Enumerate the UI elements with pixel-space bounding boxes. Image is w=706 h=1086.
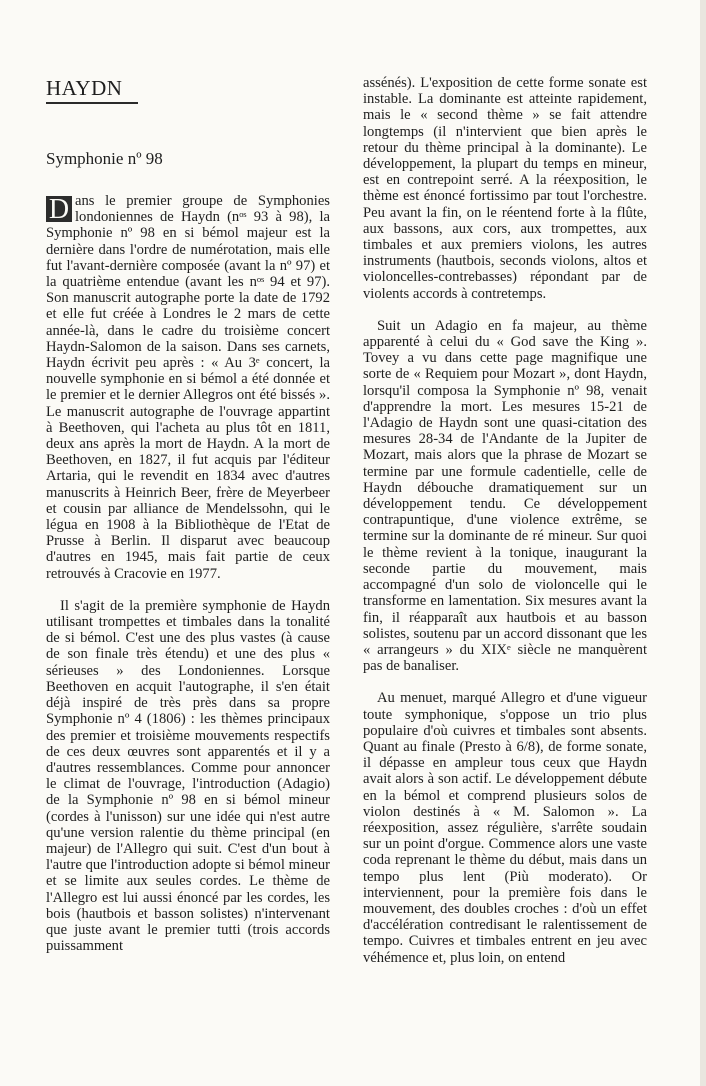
- right-paragraph-2: Suit un Adagio en fa majeur, au thème apparenté à celui du « God save the King ». Tovey a vu dans cette page magnifique une sorte de « Requiem pour Mozart », dont Haydn, lorsqu'il composa la Symphonie nº 98, venait d'apprendre la mort. Les mesures 15-21 de l'Adagio de Haydn sont une quasi-citation des mesures 28-34 de l'Andante de la Jupiter de Mozart, mais alors que la phrase de Mozart se termine par une formule cadentielle, celle de Haydn débouche dramatiquement sur un développement tendu. Ce développement contrapuntique, d'une violence extrême, se termine sur la dominante de ré mineur. Sur quoi le thème revient à la tonique, inaugurant la seconde partie du mouvement, mais accompagné d'un solo de violoncelle qui le transforme en lamentation. Six mesures avant la fin, il réapparaît aux hautbois et au basson solistes, soutenu par un accord dissonant que les « arrangeurs » du XIXᵉ siècle ne manquèrent pas de banaliser.: [363, 317, 647, 675]
- right-paragraph-1: assénés). L'exposition de cette forme sonate est instable. La dominante est atteinte rapidement, mais le « second thème » se fait attendre longtemps (il n'intervient que bien après le retour du thème principal à la dominante). Le développement, la plupart du temps en mineur, est en contrepoint serré. A la réexposition, le thème est énoncé fortissimo par tout l'orchestre. Peu avant la fin, on le réentend forte à la flûte, aux bassons, aux cors, aux trompettes, aux timbales et aux premiers violons, les autres instruments (hautbois, seconds violons, altos et violoncelles-contrebasses) répondant par de violents accords à contretemps.: [363, 75, 647, 302]
- work-title: Symphonie nº 98: [46, 149, 163, 168]
- left-paragraph-2: Il s'agit de la première symphonie de Haydn utilisant trompettes et timbales dans la tonalité de si bémol. C'est une des plus vastes (à cause de son finale très étendu) et une des plus « sérieuses » des Londoniennes. Lorsque Beethoven en acquit l'autographe, il s'en était déjà inspiré de très près dans sa propre Symphonie nº 4 (1806) : les thèmes principaux des premier et troisième mouvements respectifs de ces deux œuvres sont apparentés et il y a d'autres ressemblances. Comme pour annoncer le climat de l'ouvrage, l'introduction (Adagio) de la Symphonie nº 98 en si bémol mineur (cordes à l'unisson) sur une idée qui n'est autre qu'une version ralentie du thème principal (en majeur) de l'Allegro qui suit. C'est d'un bout à l'autre que l'introduction adopte si bémol mineur et se limite aux seules cordes. Le thème de l'Allegro est lui aussi énoncé par les cordes, les bois (hautbois et basson solistes) n'intervenant que juste avant le premier tutti (trois accords puissamment: [46, 597, 330, 955]
- right-column: [363, 75, 647, 966]
- left-paragraph-1: [46, 193, 330, 582]
- left-paragraph-1-text: ans le premier groupe de Symphonies londoniennes de Haydn (nᵒˢ 93 à 98), la Symphonie nº 98 en si bémol majeur est la dernière dans l'ordre de numérotation, mais elle fut l'avant-dernière composée (avant la nº 97) et la quatrième entendue (avant les nᵒˢ 94 et 97). Son manuscrit autographe porte la date de 1792 et elle fut créée à Londres le 2 mars de cette année-là, dans le cadre du troisième concert Haydn-Salomon de la saison. Dans ses carnets, Haydn écrivit peu après : « Au 3ᵉ concert, la nouvelle symphonie en si bémol a été donnée et le premier et le dernier Allegros ont été bissés ». Le manuscrit autographe de l'ouvrage appartint à Beethoven, qui l'acheta au plus tôt en 1811, deux ans après la mort de Haydn. A la mort de Beethoven, en 1827, il fut acquis par l'éditeur Artaria, qui le revendit en 1834 avec d'autres manuscrits à Heinrich Beer, frère de Meyerbeer et cousin par alliance de Mendelssohn, qui le légua en 1908 à la Bibliothèque de l'Etat de Prusse à Berlin. Il disparut avec beaucoup d'autres en 1945, mais fait partie de ceux retrouvés à Cracovie en 1977.: [46, 193, 330, 582]
- left-column: [46, 193, 330, 954]
- drop-cap: D: [46, 196, 72, 222]
- composer-heading: HAYDN: [46, 76, 123, 100]
- page-edge: [700, 0, 706, 1086]
- right-paragraph-3: Au menuet, marqué Allegro et d'une vigueur toute symphonique, s'oppose un trio plus populaire d'où cuivres et timbales sont absents. Quant au finale (Presto à 6/8), de forme sonate, il dépasse en ampleur tous ceux que Haydn avait alors à son actif. Le développement débute en la bémol et comprend plusieurs solos de violon destinés à « M. Salomon ». La réexposition, assez régulière, s'arrête soudain sur un point d'orgue. Commence alors une vaste coda reprenant le thème du début, mais dans un tempo plus lent (Più moderato). Or interviennent, pour la première fois dans le mouvement, des doubles croches : d'où un effet d'accélération contredisant le ralentissement de tempo. Cuivres et timbales entrent en jeu avec véhémence et, plus loin, on entend: [363, 690, 647, 966]
- heading-underline: [46, 102, 138, 104]
